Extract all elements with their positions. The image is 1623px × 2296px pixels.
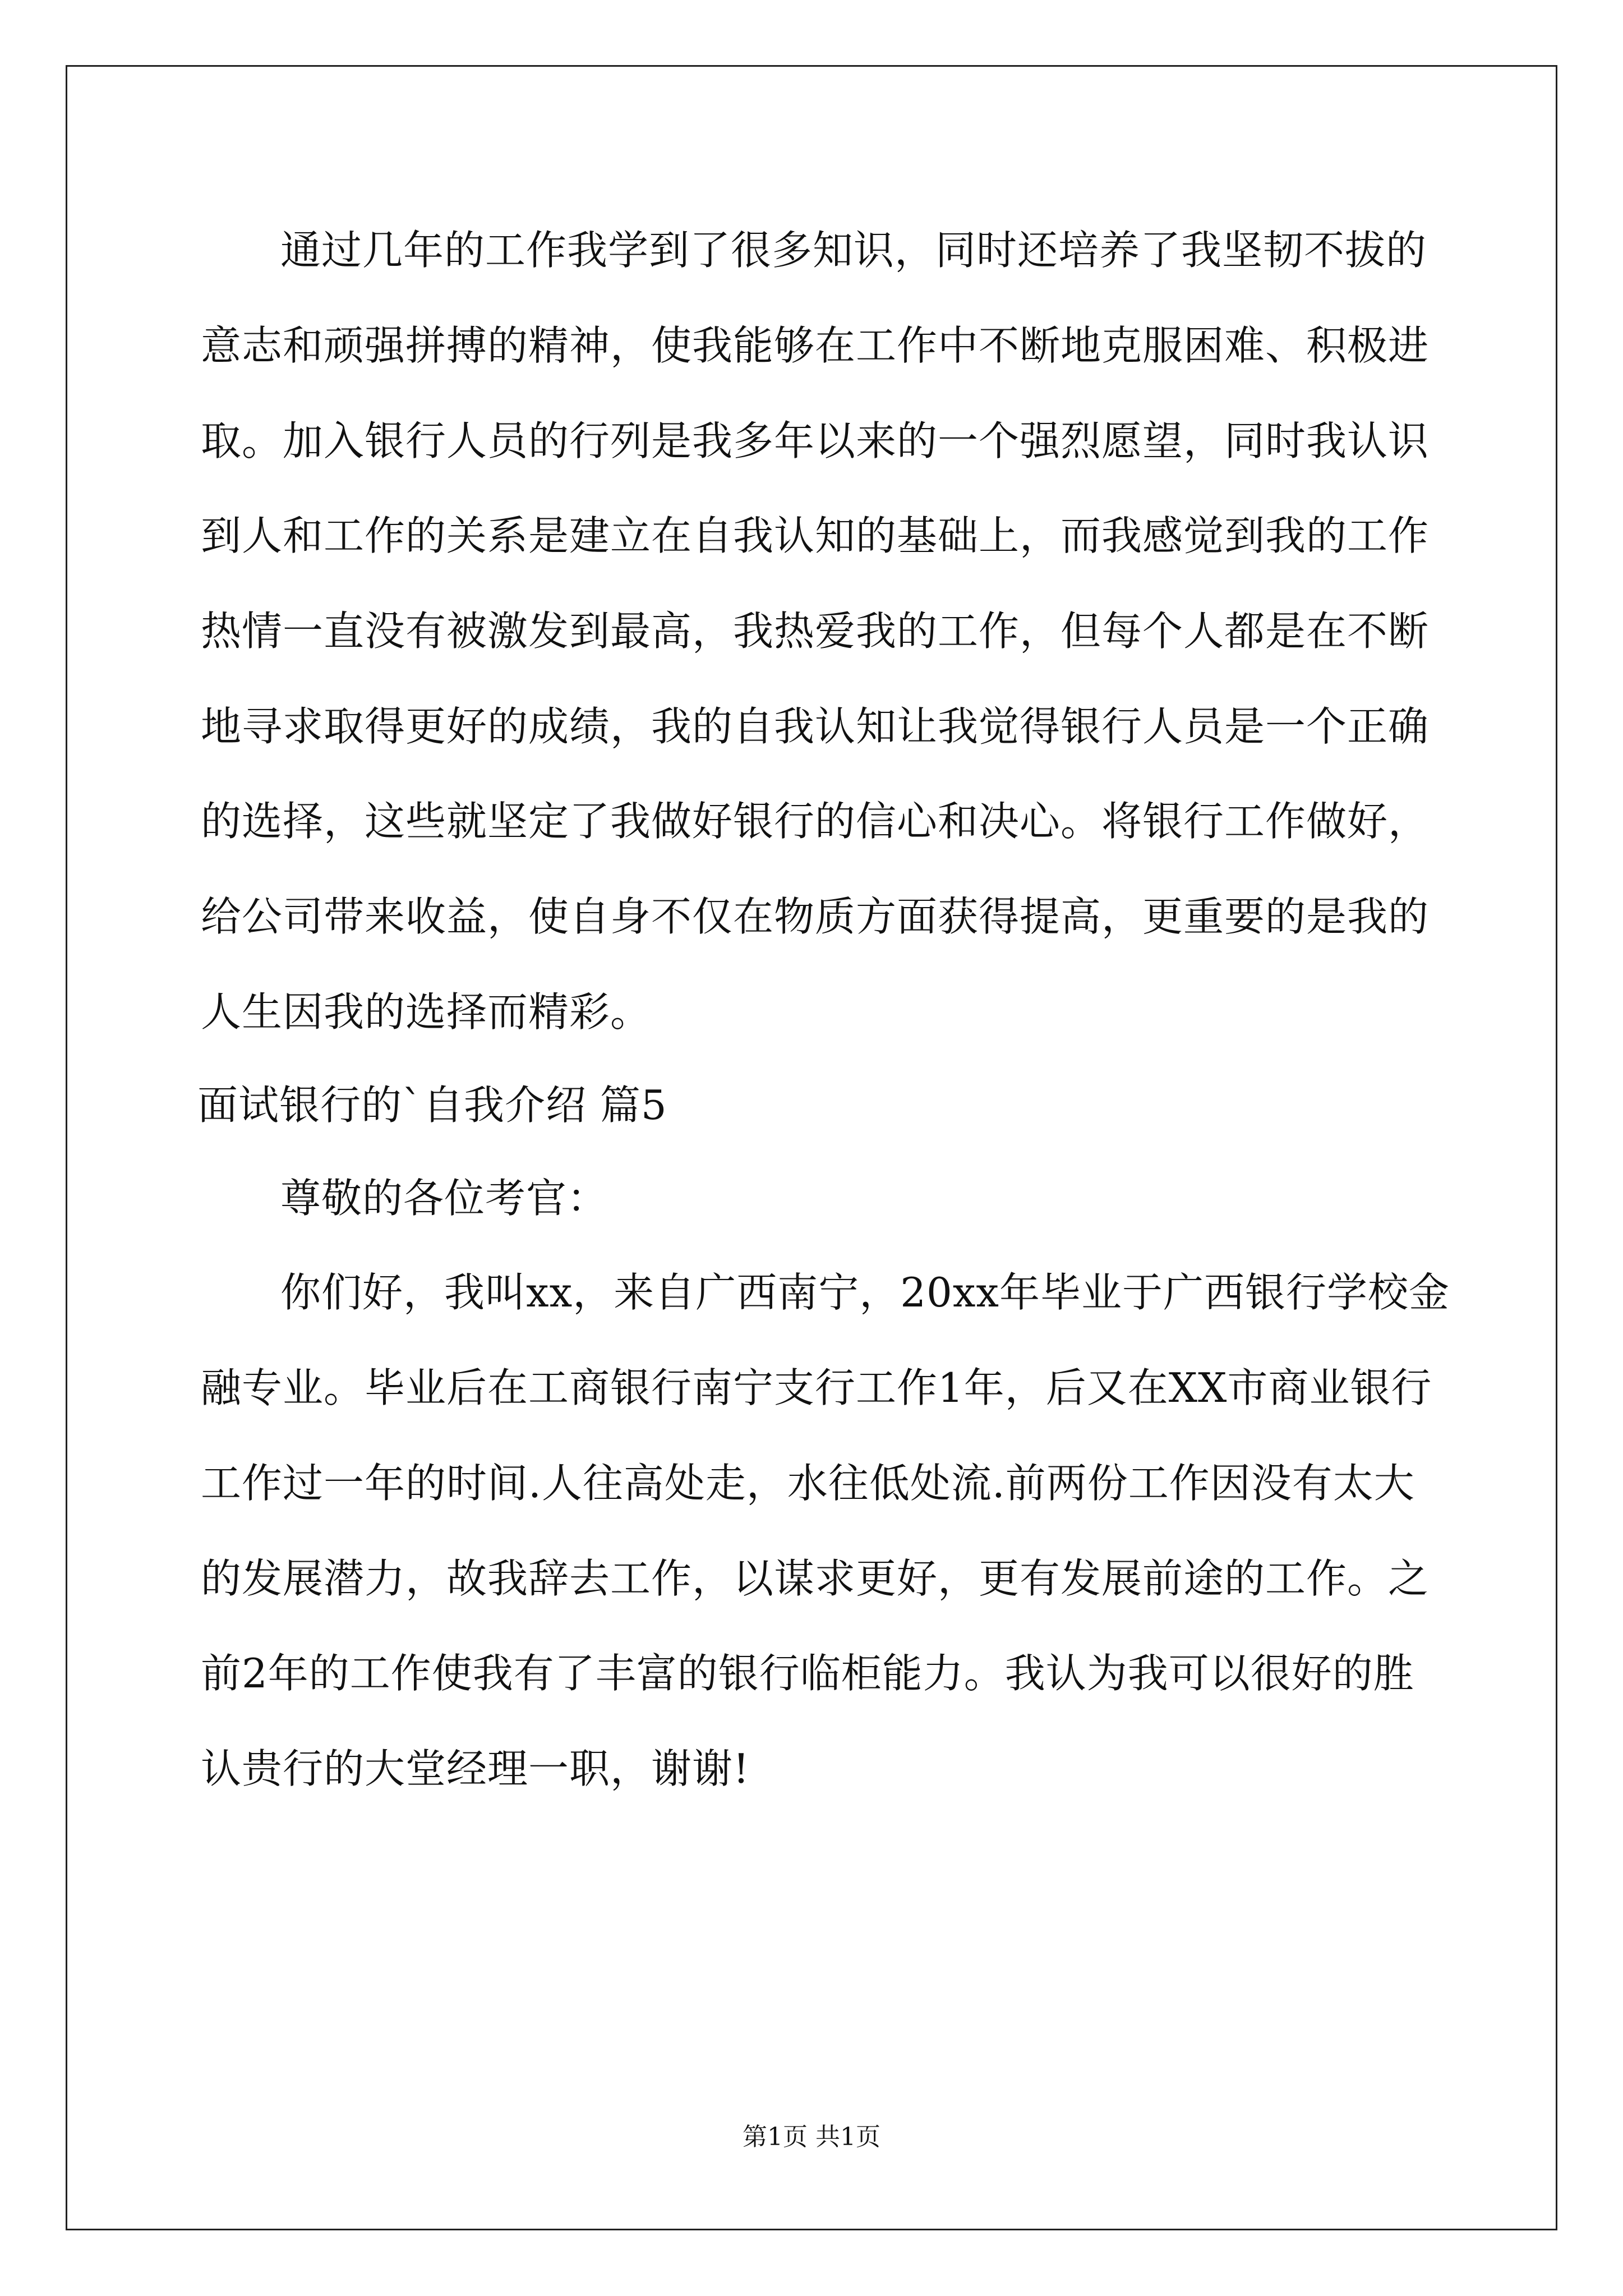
- page-border: [66, 65, 1557, 2230]
- paragraph-line: 通过几年的工作我学到了很多知识，同时还培养了我坚韧不拔的: [280, 227, 1427, 274]
- paragraph-line: 你们好，我叫xx，来自广西南宁，20xx年毕业于广西银行学校金: [280, 1269, 1450, 1316]
- paragraph-line: 人生因我的选择而精彩。: [201, 988, 652, 1036]
- greeting-line: 尊敬的各位考官：: [280, 1175, 608, 1222]
- paragraph-line: 融专业。毕业后在工商银行南宁支行工作1年，后又在XX市商业银行: [201, 1364, 1432, 1411]
- paragraph-line: 到人和工作的关系是建立在自我认知的基础上，而我感觉到我的工作: [201, 512, 1430, 559]
- section-heading: 面试银行的`自我介绍 篇5: [197, 1082, 667, 1129]
- paragraph-line: 热情一直没有被激发到最高，我热爱我的工作，但每个人都是在不断: [201, 608, 1430, 655]
- page-number: 第1页 共1页: [743, 2123, 880, 2151]
- paragraph-line: 地寻求取得更好的成绩，我的自我认知让我觉得银行人员是一个正确: [201, 703, 1430, 750]
- paragraph-line: 给公司带来收益，使自身不仅在物质方面获得提高，更重要的是我的: [201, 893, 1430, 940]
- paragraph-line: 认贵行的大堂经理一职，谢谢!: [201, 1745, 750, 1792]
- paragraph-line: 的选择，这些就坚定了我做好银行的信心和决心。将银行工作做好，: [201, 798, 1430, 845]
- paragraph-line: 取。加入银行人员的行列是我多年以来的一个强烈愿望，同时我认识: [201, 417, 1430, 464]
- paragraph-line: 的发展潜力，故我辞去工作，以谋求更好，更有发展前途的工作。之: [201, 1555, 1430, 1602]
- paragraph-line: 工作过一年的时间.人往高处走，水往低处流.前两份工作因没有太大: [201, 1460, 1415, 1507]
- paragraph-line: 前2年的工作使我有了丰富的银行临柜能力。我认为我可以很好的胜: [201, 1650, 1414, 1697]
- paragraph-line: 意志和顽强拼搏的精神，使我能够在工作中不断地克服困难、积极进: [201, 322, 1430, 369]
